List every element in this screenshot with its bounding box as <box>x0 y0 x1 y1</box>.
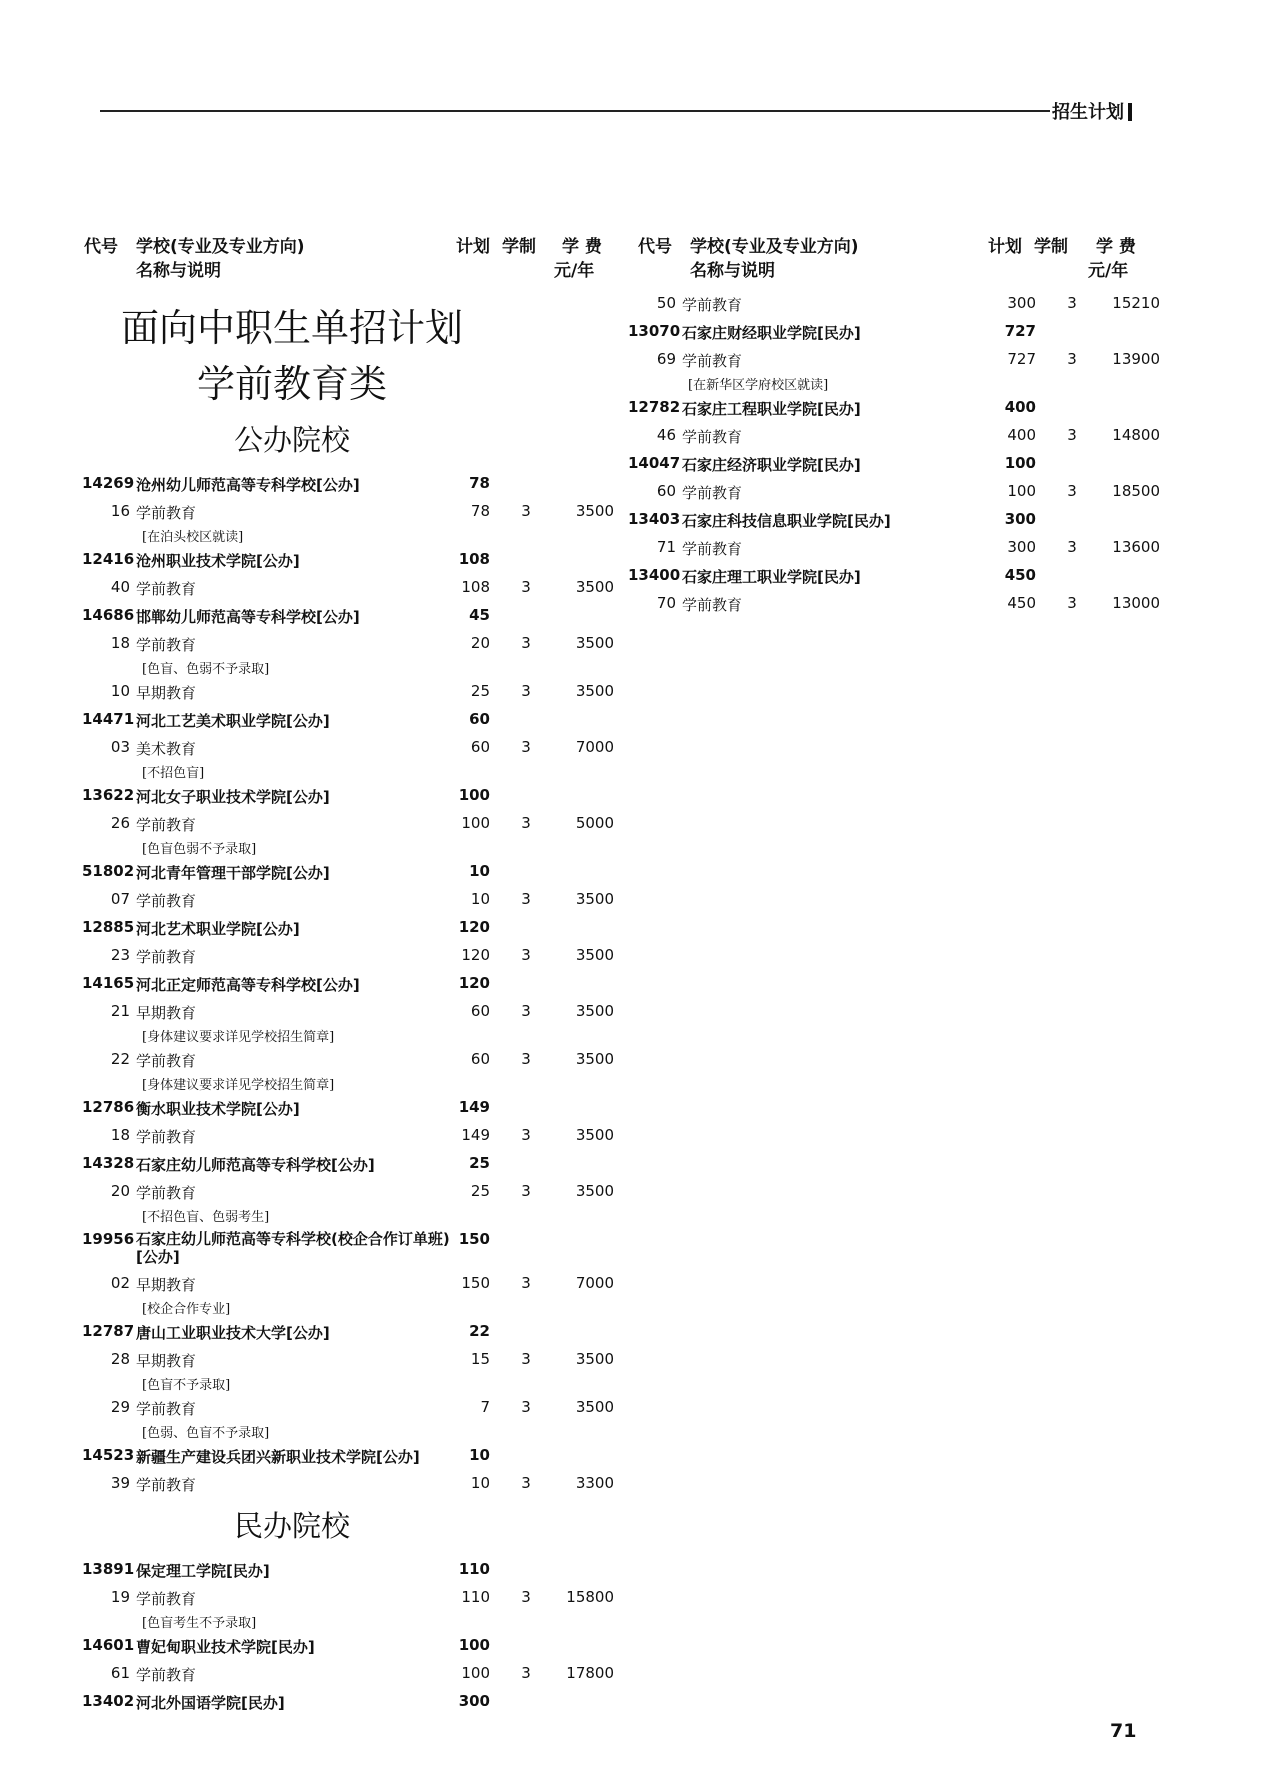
major-quota: 60 <box>470 1050 490 1068</box>
major-row <box>82 998 612 1026</box>
major-name: 学前教育 <box>136 1666 197 1684</box>
school-code: 14523 <box>82 1446 135 1464</box>
school-name: 河北女子职业技术学院[公办] <box>136 788 330 806</box>
major-quota: 60 <box>470 1002 490 1020</box>
major-name: 早期教育 <box>136 1276 197 1294</box>
major-years: 3 <box>1067 294 1077 312</box>
major-code: 18 <box>110 1126 130 1144</box>
major-name: 学前教育 <box>136 504 197 522</box>
major-fee: 3500 <box>575 946 614 964</box>
header-school: 学校(专业及专业方向) <box>136 237 305 257</box>
major-row <box>82 498 612 526</box>
major-years: 3 <box>521 1474 531 1492</box>
major-fee: 14800 <box>1112 426 1160 444</box>
major-quota: 108 <box>461 578 490 596</box>
school-row <box>82 1442 612 1470</box>
major-name: 早期教育 <box>136 1352 197 1370</box>
admission-note: [色盲考生不予录取] <box>142 1616 257 1631</box>
header-code: 代号 <box>84 237 118 257</box>
school-code: 13891 <box>82 1560 135 1578</box>
major-name: 学前教育 <box>682 540 743 558</box>
school-name: 石家庄科技信息职业学院[民办] <box>682 512 891 530</box>
school-quota: 100 <box>458 1636 490 1654</box>
major-quota: 20 <box>470 634 490 652</box>
major-quota: 300 <box>1007 294 1036 312</box>
major-row <box>82 734 612 762</box>
school-quota: 100 <box>458 786 490 804</box>
major-code: 23 <box>110 946 130 964</box>
major-years: 3 <box>521 634 531 652</box>
school-code: 14601 <box>82 1636 135 1654</box>
school-name: 河北正定师范高等专科学校[公办] <box>136 976 360 994</box>
school-name: 河北青年管理干部学院[公办] <box>136 864 330 882</box>
school-quota: 45 <box>469 606 490 624</box>
major-name: 学前教育 <box>136 948 197 966</box>
major-row <box>628 422 1158 450</box>
school-quota: 120 <box>458 974 490 992</box>
major-code: 70 <box>656 594 676 612</box>
major-quota: 15 <box>470 1350 490 1368</box>
major-fee: 3500 <box>575 1126 614 1144</box>
major-code: 61 <box>110 1664 130 1682</box>
admission-note: [色盲不予录取] <box>142 1378 231 1393</box>
school-name: 石家庄经济职业学院[民办] <box>682 456 861 474</box>
left-column-header <box>84 232 614 284</box>
major-years: 3 <box>1067 350 1077 368</box>
school-code: 14686 <box>82 606 135 624</box>
running-title: 招生计划 <box>1052 98 1132 124</box>
major-years: 3 <box>521 814 531 832</box>
school-name: 曹妃甸职业技术学院[民办] <box>136 1638 315 1656</box>
school-row <box>628 318 1158 346</box>
major-row <box>82 1584 612 1612</box>
header-quota: 计划 <box>456 237 490 257</box>
admission-note: [色盲、色弱不予录取] <box>142 662 270 677</box>
plan-title: 面向中职生单招计划 <box>120 306 463 350</box>
admission-note: [在新华区学府校区就读] <box>688 378 829 393</box>
major-row <box>628 590 1158 618</box>
major-name: 学前教育 <box>136 636 197 654</box>
school-quota: 78 <box>469 474 490 492</box>
school-name: 沧州职业技术学院[公办] <box>136 552 300 570</box>
right-column-header <box>638 232 1168 284</box>
admission-note: [色弱、色盲不予录取] <box>142 1426 270 1441</box>
major-row <box>82 942 612 970</box>
major-row <box>82 1122 612 1150</box>
school-code: 13400 <box>628 566 681 584</box>
school-name: 衡水职业技术学院[公办] <box>136 1100 300 1118</box>
header-school-sub: 名称与说明 <box>690 261 775 281</box>
admission-note: [身体建议要求详见学校招生简章] <box>142 1078 335 1093</box>
major-row <box>82 1470 612 1498</box>
major-years: 3 <box>1067 482 1077 500</box>
school-quota: 450 <box>1004 566 1036 584</box>
major-name: 学前教育 <box>136 1184 197 1202</box>
school-quota: 727 <box>1004 322 1036 340</box>
school-code: 13622 <box>82 786 135 804</box>
major-fee: 3500 <box>575 634 614 652</box>
major-name: 学前教育 <box>682 596 743 614</box>
school-code: 14471 <box>82 710 135 728</box>
major-quota: 149 <box>461 1126 490 1144</box>
major-quota: 60 <box>470 738 490 756</box>
major-years: 3 <box>1067 594 1077 612</box>
major-name: 美术教育 <box>136 740 197 758</box>
school-name: 石家庄财经职业学院[民办] <box>682 324 861 342</box>
category-title: 学前教育类 <box>196 362 387 406</box>
header-code: 代号 <box>638 237 672 257</box>
major-years: 3 <box>521 1350 531 1368</box>
school-row <box>82 858 612 886</box>
school-code: 13403 <box>628 510 681 528</box>
admission-note: [校企合作专业] <box>142 1302 231 1317</box>
school-name: 唐山工业职业技术大学[公办] <box>136 1324 330 1342</box>
major-quota: 300 <box>1007 538 1036 556</box>
major-code: 22 <box>110 1050 130 1068</box>
school-quota: 25 <box>469 1154 490 1172</box>
major-code: 50 <box>656 294 676 312</box>
school-row <box>628 450 1158 478</box>
school-code: 14269 <box>82 474 135 492</box>
major-fee: 3500 <box>575 1182 614 1200</box>
header-school-sub: 名称与说明 <box>136 261 221 281</box>
admission-note: [不招色盲] <box>142 766 205 781</box>
major-code: 39 <box>110 1474 130 1492</box>
major-name: 学前教育 <box>136 580 197 598</box>
major-code: 21 <box>110 1002 130 1020</box>
major-row <box>82 810 612 838</box>
school-row <box>82 782 612 810</box>
major-quota: 25 <box>470 1182 490 1200</box>
major-fee: 13900 <box>1112 350 1160 368</box>
school-name: 沧州幼儿师范高等专科学校[公办] <box>136 476 360 494</box>
school-quota: 60 <box>469 710 490 728</box>
major-years: 3 <box>521 1588 531 1606</box>
left-column <box>82 300 612 1716</box>
school-quota: 110 <box>458 1560 490 1578</box>
school-code: 13070 <box>628 322 681 340</box>
major-years: 3 <box>521 946 531 964</box>
major-fee: 3500 <box>575 578 614 596</box>
major-quota: 727 <box>1007 350 1036 368</box>
school-code: 12782 <box>628 398 681 416</box>
header-fee: 学 费 <box>1096 237 1136 257</box>
school-code: 13402 <box>82 1692 135 1710</box>
school-name: 邯郸幼儿师范高等专科学校[公办] <box>136 608 360 626</box>
major-years: 3 <box>1067 538 1077 556</box>
major-name: 早期教育 <box>136 1004 197 1022</box>
school-code: 12885 <box>82 918 135 936</box>
major-quota: 25 <box>470 682 490 700</box>
major-name: 早期教育 <box>136 684 197 702</box>
major-fee: 3500 <box>575 502 614 520</box>
school-code: 12416 <box>82 550 135 568</box>
major-quota: 100 <box>1007 482 1036 500</box>
major-code: 18 <box>110 634 130 652</box>
major-fee: 18500 <box>1112 482 1160 500</box>
major-quota: 100 <box>461 1664 490 1682</box>
major-name: 学前教育 <box>136 816 197 834</box>
major-years: 3 <box>521 1664 531 1682</box>
major-years: 3 <box>521 1126 531 1144</box>
major-quota: 7 <box>480 1398 490 1416</box>
school-row <box>628 562 1158 590</box>
major-quota: 10 <box>470 1474 490 1492</box>
header-fee-sub: 元/年 <box>1088 261 1129 281</box>
school-code: 12786 <box>82 1098 135 1116</box>
school-name: 石家庄幼儿师范高等专科学校(校企合作订单班)[公办] <box>136 1230 450 1266</box>
school-row <box>82 1632 612 1660</box>
private-school-list <box>82 1556 612 1716</box>
major-years: 3 <box>521 1050 531 1068</box>
major-quota: 120 <box>461 946 490 964</box>
school-name: 石家庄理工职业学院[民办] <box>682 568 861 586</box>
school-quota: 10 <box>469 1446 490 1464</box>
school-row <box>82 1094 612 1122</box>
school-code: 51802 <box>82 862 135 880</box>
major-name: 学前教育 <box>682 428 743 446</box>
school-quota: 22 <box>469 1322 490 1340</box>
major-code: 03 <box>110 738 130 756</box>
major-row <box>82 1046 612 1074</box>
major-fee: 17800 <box>566 1664 614 1682</box>
major-row <box>628 346 1158 374</box>
major-years: 3 <box>521 738 531 756</box>
major-fee: 3500 <box>575 1050 614 1068</box>
major-quota: 150 <box>461 1274 490 1292</box>
major-years: 3 <box>521 1274 531 1292</box>
school-code: 14047 <box>628 454 681 472</box>
major-code: 69 <box>656 350 676 368</box>
school-code: 14328 <box>82 1154 135 1172</box>
major-code: 10 <box>110 682 130 700</box>
school-name: 保定理工学院[民办] <box>136 1562 270 1580</box>
major-fee: 5000 <box>575 814 614 832</box>
major-name: 学前教育 <box>682 484 743 502</box>
major-row <box>82 1178 612 1206</box>
right-column <box>628 290 1158 618</box>
header-years: 学制 <box>1034 237 1068 257</box>
header-fee-sub: 元/年 <box>554 261 595 281</box>
major-name: 学前教育 <box>136 1590 197 1608</box>
school-row <box>82 914 612 942</box>
school-quota: 400 <box>1004 398 1036 416</box>
major-fee: 7000 <box>575 1274 614 1292</box>
major-quota: 450 <box>1007 594 1036 612</box>
school-quota: 100 <box>1004 454 1036 472</box>
major-name: 学前教育 <box>136 1476 197 1494</box>
major-fee: 3500 <box>575 1350 614 1368</box>
school-name: 新疆生产建设兵团兴新职业技术学院[公办] <box>136 1448 420 1466</box>
major-code: 40 <box>110 578 130 596</box>
major-quota: 400 <box>1007 426 1036 444</box>
school-row <box>628 394 1158 422</box>
major-name: 学前教育 <box>136 1400 197 1418</box>
major-code: 71 <box>656 538 676 556</box>
school-row <box>82 970 612 998</box>
major-years: 3 <box>521 1182 531 1200</box>
major-code: 20 <box>110 1182 130 1200</box>
school-name: 石家庄幼儿师范高等专科学校[公办] <box>136 1156 375 1174</box>
school-row <box>82 602 612 630</box>
major-name: 学前教育 <box>136 1052 197 1070</box>
major-code: 26 <box>110 814 130 832</box>
major-code: 29 <box>110 1398 130 1416</box>
major-years: 3 <box>521 502 531 520</box>
major-code: 19 <box>110 1588 130 1606</box>
public-school-list <box>82 470 612 1498</box>
title-marker-bar <box>1128 103 1132 121</box>
school-row <box>82 706 612 734</box>
major-quota: 78 <box>470 502 490 520</box>
major-name: 学前教育 <box>682 296 743 314</box>
school-quota: 149 <box>458 1098 490 1116</box>
major-fee: 7000 <box>575 738 614 756</box>
major-fee: 3300 <box>575 1474 614 1492</box>
school-row <box>82 546 612 574</box>
school-row <box>628 506 1158 534</box>
major-row <box>82 630 612 658</box>
major-row <box>628 290 1158 318</box>
major-fee: 13600 <box>1112 538 1160 556</box>
private-school-list-continued <box>628 290 1158 618</box>
major-fee: 15210 <box>1112 294 1160 312</box>
major-years: 3 <box>521 1002 531 1020</box>
admission-note: [不招色盲、色弱考生] <box>142 1210 270 1225</box>
school-quota: 120 <box>458 918 490 936</box>
major-code: 46 <box>656 426 676 444</box>
public-schools-heading: 公办院校 <box>233 423 350 457</box>
major-name: 学前教育 <box>136 892 197 910</box>
major-row <box>628 478 1158 506</box>
school-code: 19956 <box>82 1230 135 1248</box>
private-schools-heading: 民办院校 <box>233 1509 350 1543</box>
major-row <box>82 1394 612 1422</box>
major-quota: 110 <box>461 1588 490 1606</box>
school-row <box>82 1556 612 1584</box>
major-row <box>82 886 612 914</box>
major-row <box>628 534 1158 562</box>
major-fee: 3500 <box>575 682 614 700</box>
major-years: 3 <box>521 890 531 908</box>
major-code: 16 <box>110 502 130 520</box>
school-row <box>82 1226 612 1270</box>
school-quota: 300 <box>458 1692 490 1710</box>
school-code: 14165 <box>82 974 135 992</box>
major-name: 学前教育 <box>136 1128 197 1146</box>
major-years: 3 <box>521 578 531 596</box>
school-name: 河北工艺美术职业学院[公办] <box>136 712 330 730</box>
major-row <box>82 574 612 602</box>
major-code: 02 <box>110 1274 130 1292</box>
major-fee: 3500 <box>575 1398 614 1416</box>
major-years: 3 <box>1067 426 1077 444</box>
school-name: 河北外国语学院[民办] <box>136 1694 285 1712</box>
school-row <box>82 1688 612 1716</box>
major-fee: 3500 <box>575 890 614 908</box>
school-name: 河北艺术职业学院[公办] <box>136 920 300 938</box>
major-code: 28 <box>110 1350 130 1368</box>
major-years: 3 <box>521 682 531 700</box>
admission-note: [在泊头校区就读] <box>142 530 244 545</box>
major-row <box>82 1270 612 1298</box>
major-row <box>82 678 612 706</box>
major-quota: 100 <box>461 814 490 832</box>
school-name: 石家庄工程职业学院[民办] <box>682 400 861 418</box>
school-quota: 10 <box>469 862 490 880</box>
major-row <box>82 1346 612 1374</box>
school-code: 12787 <box>82 1322 135 1340</box>
major-fee: 15800 <box>566 1588 614 1606</box>
major-code: 07 <box>110 890 130 908</box>
school-quota: 108 <box>458 550 490 568</box>
header-quota: 计划 <box>988 237 1022 257</box>
school-quota: 150 <box>458 1230 490 1248</box>
school-row <box>82 1150 612 1178</box>
major-name: 学前教育 <box>682 352 743 370</box>
school-row <box>82 470 612 498</box>
school-quota: 300 <box>1004 510 1036 528</box>
school-row <box>82 1318 612 1346</box>
page-number: 71 <box>1110 1720 1137 1742</box>
admission-note: [色盲色弱不予录取] <box>142 842 257 857</box>
major-row <box>82 1660 612 1688</box>
header-fee: 学 费 <box>562 237 602 257</box>
major-fee: 3500 <box>575 1002 614 1020</box>
admission-note: [身体建议要求详见学校招生简章] <box>142 1030 335 1045</box>
header-years: 学制 <box>502 237 536 257</box>
major-years: 3 <box>521 1398 531 1416</box>
header-rule <box>100 110 1050 112</box>
major-quota: 10 <box>470 890 490 908</box>
major-code: 60 <box>656 482 676 500</box>
major-fee: 13000 <box>1112 594 1160 612</box>
header-school: 学校(专业及专业方向) <box>690 237 859 257</box>
